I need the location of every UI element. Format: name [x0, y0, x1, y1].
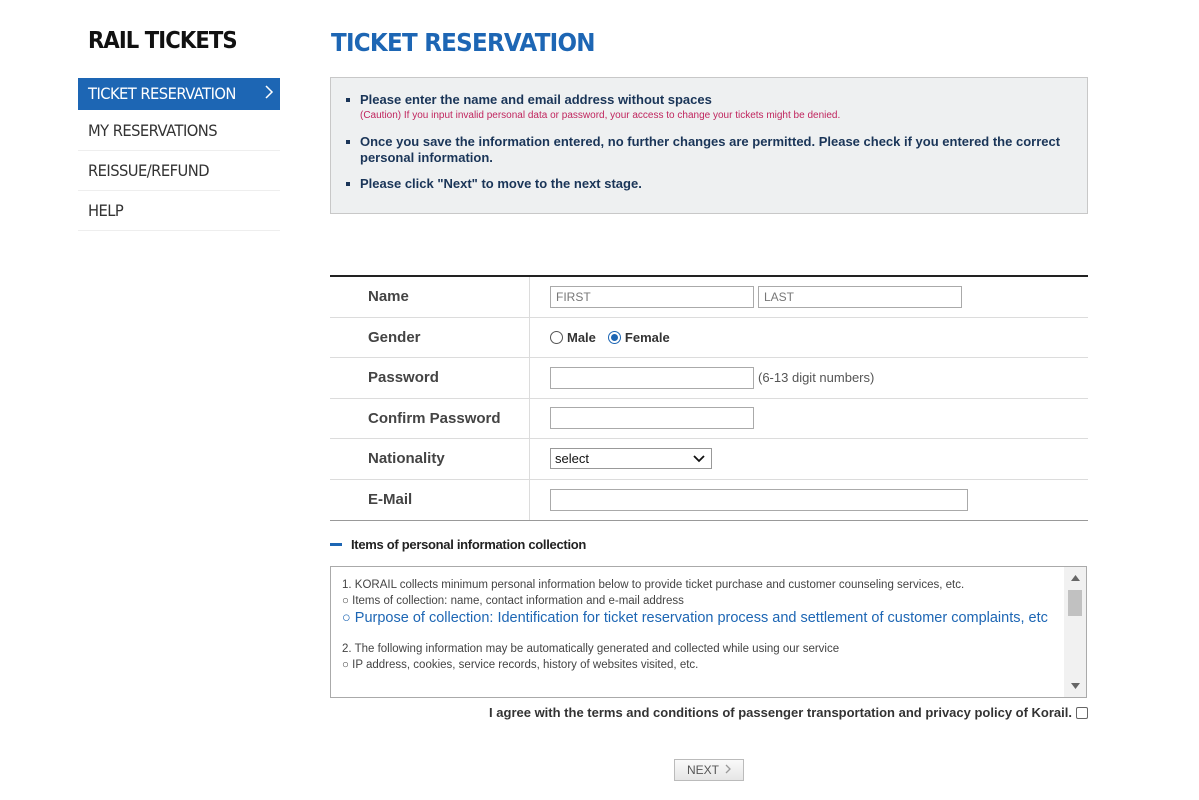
privacy-heading-text: Items of personal information collection	[351, 537, 587, 552]
agree-checkbox[interactable]	[1076, 707, 1088, 719]
sidebar-item-help[interactable]	[78, 191, 280, 231]
chevron-down-icon	[693, 455, 705, 463]
nationality-label: Nationality	[330, 439, 530, 479]
nationality-selected-value: select	[555, 451, 589, 467]
privacy-heading	[330, 537, 586, 552]
chevron-right-icon	[725, 763, 731, 777]
gender-female-label: Female	[624, 329, 670, 345]
sidebar-item-reissue-refund[interactable]	[78, 151, 280, 191]
notice-text: Please click "Next" to move to the next stage.	[360, 176, 642, 191]
password-input[interactable]	[550, 367, 754, 389]
notice-item	[346, 176, 1071, 192]
radio-unchecked-icon	[550, 331, 563, 344]
confirm-password-label: Confirm Password	[330, 399, 530, 439]
terms-line: 2. The following information may be automatically generated and collected while using our service	[342, 643, 840, 655]
sidebar-item-label: MY RESERVATIONS	[88, 121, 218, 140]
terms-line-highlight: ○ Purpose of collection: Identification for ticket reservation process and settlement of customer complaints, etc	[342, 610, 1048, 626]
last-name-input[interactable]	[758, 286, 962, 308]
sidebar-item-ticket-reservation[interactable]	[78, 78, 280, 110]
sidebar-item-label: REISSUE/REFUND	[88, 161, 209, 180]
notice-box	[330, 77, 1088, 214]
sidebar-nav	[78, 78, 280, 231]
next-button[interactable]	[674, 759, 744, 781]
notice-text: Once you save the information entered, no further changes are permitted. Please check if you entered the correct personal information.	[360, 134, 1061, 165]
form-row-confirm-password	[330, 399, 1088, 440]
terms-line: 1. KORAIL collects minimum personal information below to provide ticket purchase and customer counseling services, etc.	[342, 579, 965, 591]
password-label: Password	[330, 358, 530, 398]
name-label: Name	[330, 277, 530, 317]
email-fields	[530, 480, 1088, 521]
email-input[interactable]	[550, 489, 968, 511]
email-label: E-Mail	[330, 480, 530, 521]
sidebar-item-label: TICKET RESERVATION	[88, 84, 236, 103]
name-fields	[530, 277, 1088, 317]
form-row-name	[330, 277, 1088, 318]
confirm-password-input[interactable]	[550, 407, 754, 429]
gender-male-radio[interactable]	[550, 330, 596, 345]
notice-text: Please enter the name and email address without spaces	[360, 92, 712, 107]
confirm-password-fields	[530, 399, 1088, 439]
privacy-terms-box[interactable]	[330, 566, 1087, 698]
gender-label: Gender	[330, 318, 530, 358]
notice-item	[346, 134, 1071, 166]
terms-line: ○ IP address, cookies, service records, history of websites visited, etc.	[342, 659, 699, 671]
notice-item	[346, 92, 1071, 123]
caution-text: (Caution) If you input invalid personal data or password, your access to change your tickets might be denied.	[360, 110, 841, 121]
form-row-gender	[330, 318, 1088, 359]
site-brand: RAIL TICKETS	[88, 28, 237, 54]
scroll-up-arrow-icon[interactable]	[1064, 570, 1086, 586]
password-hint: (6-13 digit numbers)	[758, 370, 875, 386]
page-title: TICKET RESERVATION	[331, 28, 595, 57]
radio-checked-icon	[608, 331, 621, 344]
form-row-password	[330, 358, 1088, 399]
terms-content	[342, 577, 1062, 673]
nationality-select[interactable]	[550, 448, 712, 469]
form-row-email	[330, 480, 1088, 521]
password-fields	[530, 358, 1088, 398]
reservation-form	[330, 275, 1088, 521]
sidebar-item-my-reservations[interactable]	[78, 111, 280, 151]
scroll-down-arrow-icon[interactable]	[1064, 678, 1086, 694]
gender-male-label: Male	[567, 329, 596, 345]
terms-line: ○ Items of collection: name, contact information and e-mail address	[342, 595, 684, 607]
terms-scrollbar[interactable]	[1064, 567, 1086, 697]
agree-row	[489, 705, 1088, 720]
gender-female-radio[interactable]	[608, 330, 670, 345]
gender-options	[530, 318, 1088, 358]
chevron-right-icon	[264, 78, 274, 110]
agree-label: I agree with the terms and conditions of passenger transportation and privacy policy of Korail.	[489, 705, 1072, 720]
next-button-label: NEXT	[686, 763, 719, 777]
nationality-fields	[530, 439, 1088, 479]
form-row-nationality	[330, 439, 1088, 480]
sidebar-item-label: HELP	[88, 201, 124, 220]
first-name-input[interactable]	[550, 286, 754, 308]
section-bar-icon	[330, 543, 342, 546]
scroll-thumb[interactable]	[1068, 590, 1082, 616]
